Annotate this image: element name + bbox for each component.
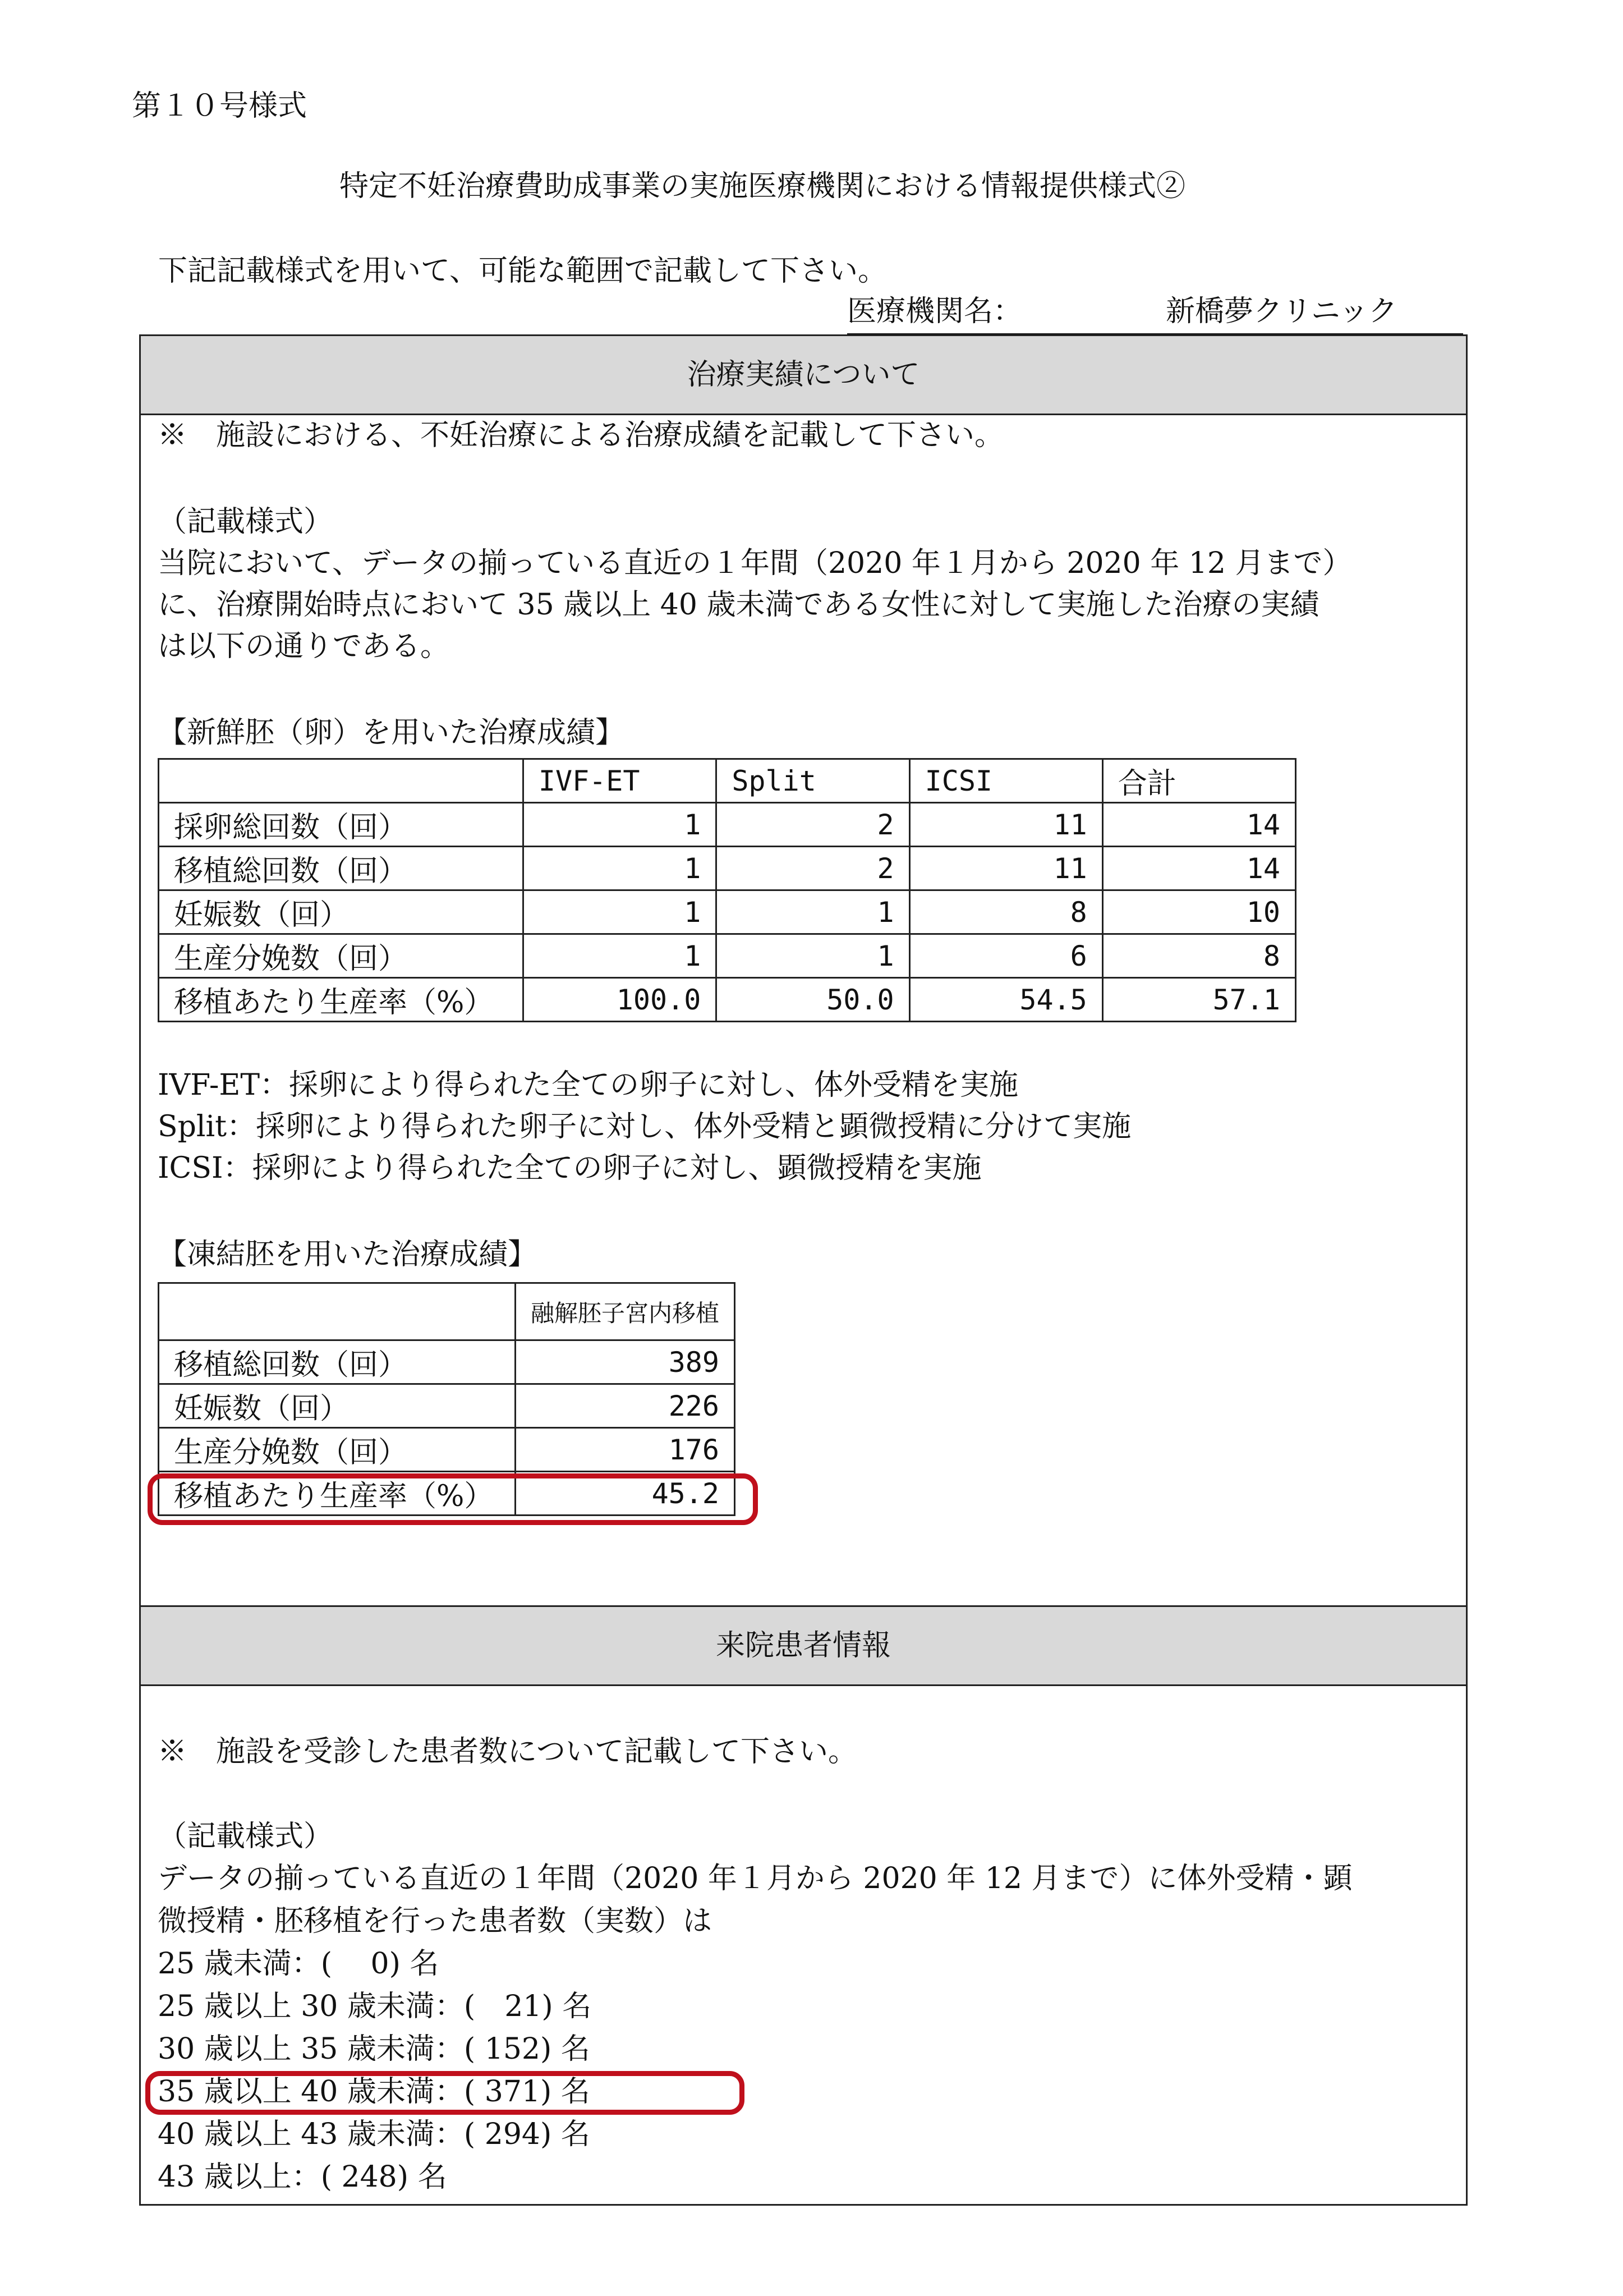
table-cell: 226 [515,1384,734,1428]
row-label: 生産分娩数（回） [159,1428,516,1472]
table-row [159,978,1296,1022]
row-label: 移植総回数（回） [159,1340,516,1384]
fresh-embryo-table [158,758,1296,1022]
table-header-cell: 合計 [1102,759,1295,803]
table-cell: 50.0 [716,978,909,1022]
table-cell: 11 [909,847,1102,890]
table-row [159,1428,735,1472]
table-cell: 11 [909,803,1102,847]
table-row [159,803,1296,847]
definition-line: Split：採卵により得られた卵子に対し、体外受精と顕微授精に分けて実施 [158,1110,1132,1144]
results-para-line: は以下の通りである。 [158,630,450,663]
form-number: 第１０号様式 [132,89,307,123]
results-para-line: に、治療開始時点において 35 歳以上 40 歳未満である女性に対して実施した治療の実績 [158,588,1319,622]
patients-para-line: データの揃っている直近の１年間（2020 年１月から 2020 年 12 月まで）に体外受精・顕 [158,1862,1353,1895]
age-group-line: 30 歳以上 35 歳未満：( 152) 名 [158,2032,590,2066]
table-header-cell [159,759,523,803]
patients-para-line: 微授精・胚移植を行った患者数（実数）は [158,1904,712,1938]
table-cell: 6 [909,934,1102,978]
highlight-box [145,2071,744,2115]
definition-line: IVF-ET：採卵により得られた全ての卵子に対し、体外受精を実施 [158,1068,1019,1102]
table-cell: 1 [523,890,716,934]
table-header-cell [159,1283,516,1340]
table-row [159,1340,735,1384]
row-label: 移植あたり生産率（%） [159,1472,516,1516]
age-group-line: 25 歳以上 30 歳未満：( 21) 名 [158,1990,592,2023]
table-header-cell: 融解胚子宮内移植 [515,1283,734,1340]
table-cell: 1 [716,890,909,934]
table-cell: 2 [716,803,909,847]
table-header-cell: Split [716,759,909,803]
patients-format-label: （記載様式） [158,1820,333,1853]
results-format-label: （記載様式） [158,505,333,539]
age-group-line: 25 歳未満：( 0) 名 [158,1947,439,1981]
table-row [159,890,1296,934]
table-header-cell: IVF-ET [523,759,716,803]
patients-note: ※ 施設を受診した患者数について記載して下さい。 [158,1735,857,1769]
row-label: 採卵総回数（回） [159,803,523,847]
frozen-table-caption: 【凍結胚を用いた治療成績】 [158,1238,537,1271]
row-label: 移植あたり生産率（%） [159,978,523,1022]
institution-line [847,290,1463,335]
table-cell: 1 [716,934,909,978]
row-label: 妊娠数（回） [159,1384,516,1428]
table-cell: 14 [1102,847,1295,890]
age-group-line: 40 歳以上 43 歳未満：( 294) 名 [158,2118,590,2151]
table-cell: 2 [716,847,909,890]
institution-label: 医療機関名： [847,295,1023,328]
table-cell: 57.1 [1102,978,1295,1022]
row-label: 生産分娩数（回） [159,934,523,978]
table-cell: 389 [515,1340,734,1384]
table-cell: 176 [515,1428,734,1472]
table-cell: 1 [523,934,716,978]
results-note: ※ 施設における、不妊治療による治療成績を記載して下さい。 [158,419,1004,452]
table-cell: 1 [523,847,716,890]
age-group-line: 43 歳以上：( 248) 名 [158,2160,447,2194]
instruction-text: 下記記載様式を用いて、可能な範囲で記載して下さい。 [158,254,887,288]
section-heading-patients: 来院患者情報 [141,1605,1466,1686]
table-cell: 10 [1102,890,1295,934]
table-header-cell: ICSI [909,759,1102,803]
table-row [159,1384,735,1428]
table-cell: 14 [1102,803,1295,847]
results-para-line: 当院において、データの揃っている直近の１年間（2020 年１月から 2020 年 12 月まで） [158,547,1352,580]
document-title: 特定不妊治療費助成事業の実施医療機関における情報提供様式② [339,169,1186,203]
table-cell: 45.2 [515,1472,734,1516]
form-frame [139,334,1468,2206]
age-group-line: 35 歳以上 40 歳未満：( 371) 名 [158,2075,590,2109]
definition-line: ICSI：採卵により得られた全ての卵子に対し、顕微授精を実施 [158,1151,982,1185]
table-row [159,847,1296,890]
row-label: 妊娠数（回） [159,890,523,934]
table-cell: 100.0 [523,978,716,1022]
table-cell: 1 [523,803,716,847]
fresh-table-caption: 【新鮮胚（卵）を用いた治療成績】 [158,716,625,750]
table-header-row [159,759,1296,803]
table-row [159,934,1296,978]
table-header-row [159,1283,735,1340]
table-cell: 8 [1102,934,1295,978]
institution-name: 新橋夢クリニック [1166,295,1397,328]
table-cell: 8 [909,890,1102,934]
highlight-box [148,1473,758,1525]
table-cell: 54.5 [909,978,1102,1022]
section-heading-results: 治療実績について [141,334,1466,415]
row-label: 移植総回数（回） [159,847,523,890]
